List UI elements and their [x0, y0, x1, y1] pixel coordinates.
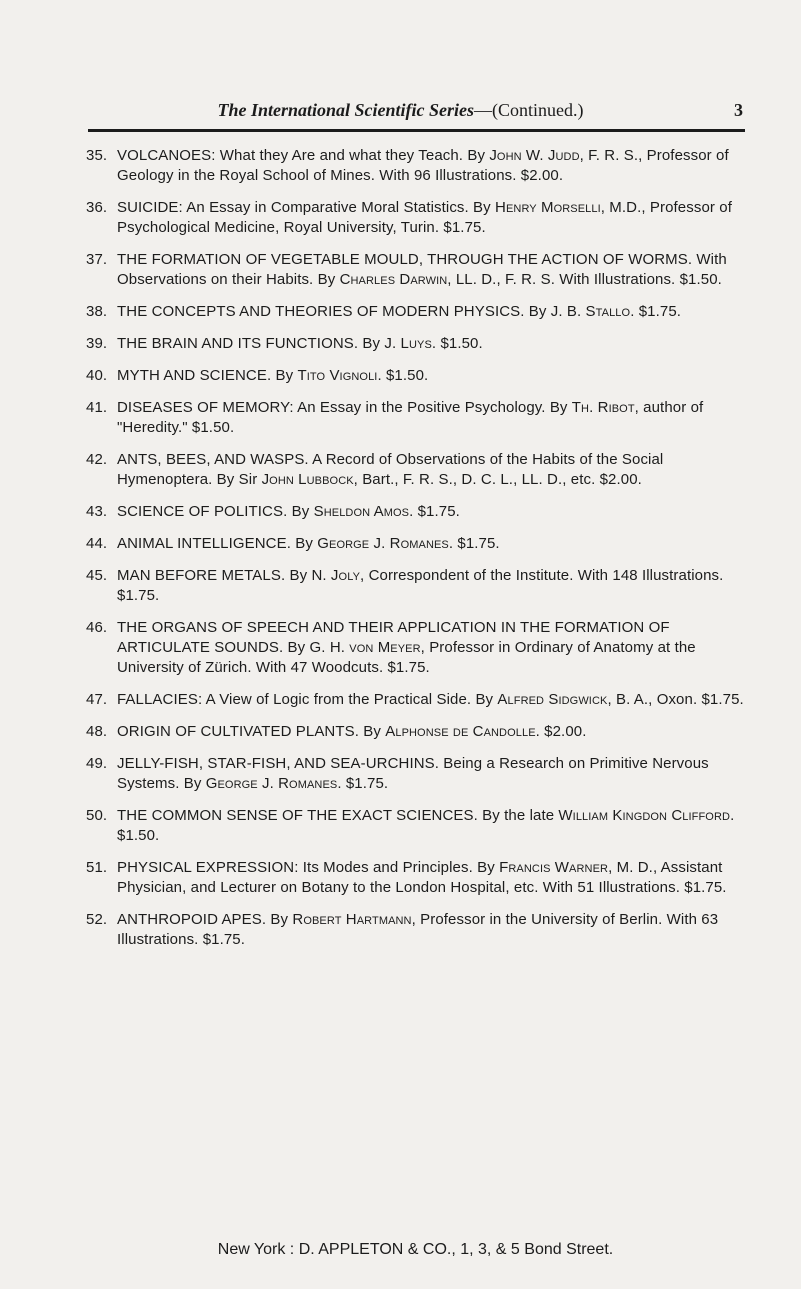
entry-number: 43. — [86, 503, 108, 520]
entry-number: 42. — [86, 451, 108, 468]
entry-title: THE FORMATION OF VEGETABLE MOULD, THROUGH THE ACTION OF WORMS. — [117, 251, 693, 268]
entry-details: , B. A., Oxon. $1.75. — [607, 691, 744, 708]
entry-description: A Record of Observations of the Habits of the Social Hymenoptera. By Sir — [117, 451, 664, 488]
header-rule — [88, 129, 745, 132]
series-entry — [86, 502, 750, 522]
entry-author: John Lubbock — [261, 471, 354, 488]
entry-description: With Observations on their Habits. By — [117, 251, 727, 288]
entry-description: By — [271, 367, 298, 384]
series-entry — [86, 198, 750, 238]
series-entry — [86, 534, 750, 554]
series-entry — [86, 302, 750, 322]
running-title — [88, 99, 713, 121]
entry-number: 38. — [86, 303, 108, 320]
entry-details: . $1.75. — [409, 503, 460, 520]
entry-title: MAN BEFORE METALS. — [117, 567, 286, 584]
entry-author: Alphonse de Candolle — [385, 723, 536, 740]
series-entry — [86, 566, 750, 606]
entry-description: An Essay in Comparative Moral Statistics. By — [182, 199, 496, 216]
entry-number: 35. — [86, 147, 108, 164]
entry-title: ANTHROPOID APES. — [117, 911, 267, 928]
entry-title: ANIMAL INTELLIGENCE. — [117, 535, 291, 552]
entry-author: Robert Hartmann — [292, 911, 412, 928]
entry-title: VOLCANOES: — [117, 147, 216, 164]
entry-description: By — [266, 911, 293, 928]
series-entry — [86, 722, 750, 742]
entry-title: FALLACIES: — [117, 691, 203, 708]
entry-title: THE BRAIN AND ITS FUNCTIONS. — [117, 335, 359, 352]
series-list — [86, 146, 750, 962]
entry-author: J. Luys — [384, 335, 432, 352]
entry-details: , author of "Heredity." $1.50. — [117, 399, 704, 436]
entry-number: 44. — [86, 535, 108, 552]
entry-description: What they Are and what they Teach. By — [215, 147, 490, 164]
entry-author: Tito Vignoli — [297, 367, 378, 384]
entry-author: J. B. Stallo — [550, 303, 631, 320]
entry-title: ORIGIN OF CULTIVATED PLANTS. — [117, 723, 359, 740]
entry-title: THE CONCEPTS AND THEORIES OF MODERN PHYSICS. — [117, 303, 525, 320]
entry-description: An Essay in the Positive Psychology. By — [293, 399, 572, 416]
entry-author: Francis Warner — [499, 859, 609, 876]
entry-author: George J. Romanes — [205, 775, 338, 792]
entry-title: THE COMMON SENSE OF THE EXACT SCIENCES. — [117, 807, 478, 824]
entry-author: N. Joly — [311, 567, 361, 584]
series-entry — [86, 250, 750, 290]
entry-number: 39. — [86, 335, 108, 352]
entry-title: PHYSICAL EXPRESSION: — [117, 859, 299, 876]
entry-description: By — [359, 723, 386, 740]
entry-title: DISEASES OF MEMORY: — [117, 399, 294, 416]
entry-title: JELLY-FISH, STAR-FISH, AND SEA-URCHINS. — [117, 755, 440, 772]
entry-author: Alfred Sidgwick — [497, 691, 608, 708]
entry-number: 51. — [86, 859, 108, 876]
entry-description: By — [283, 639, 310, 656]
series-entry — [86, 334, 750, 354]
entry-details: , Professor in the University of Berlin. With 63 Illustrations. $1.75. — [117, 911, 719, 948]
entry-number: 48. — [86, 723, 108, 740]
entry-author: Sheldon Amos — [313, 503, 410, 520]
entry-number: 46. — [86, 619, 108, 636]
continued-label: —(Continued.) — [474, 100, 584, 120]
entry-details: . $1.50. — [117, 807, 735, 844]
entry-number: 40. — [86, 367, 108, 384]
entry-description: Its Modes and Principles. By — [298, 859, 500, 876]
entry-details: , Bart., F. R. S., D. C. L., LL. D., etc. $2.00. — [353, 471, 642, 488]
series-entry — [86, 806, 750, 846]
entry-description: By — [358, 335, 385, 352]
entry-title: SCIENCE OF POLITICS. — [117, 503, 288, 520]
entry-title: SUICIDE: — [117, 199, 183, 216]
entry-author: William Kingdon Clifford — [558, 807, 731, 824]
entry-details: , Professor in Ordinary of Anatomy at the University of Zürich. With 47 Woodcuts. $1.75. — [117, 639, 696, 676]
entry-number: 41. — [86, 399, 108, 416]
entry-details: , M.D., Professor of Psychological Medicine, Royal University, Turin. $1.75. — [117, 199, 732, 236]
entry-details: , M. D., Assistant Physician, and Lecturer on Botany to the London Hospital, etc. With 51 Illustrations. $1.75. — [117, 859, 727, 896]
entry-details: , LL. D., F. R. S. With Illustrations. $1.50. — [447, 271, 722, 288]
entry-details: . $2.00. — [535, 723, 587, 740]
entry-author: G. H. von Meyer — [309, 639, 421, 656]
entry-description: Being a Research on Primitive Nervous Systems. By — [117, 755, 709, 792]
series-entry — [86, 690, 750, 710]
series-entry — [86, 910, 750, 950]
entry-details: . $1.75. — [630, 303, 682, 320]
entry-description: By — [287, 503, 314, 520]
entry-number: 37. — [86, 251, 108, 268]
page-number: 3 — [734, 100, 743, 120]
entry-number: 36. — [86, 199, 108, 216]
entry-details: . $1.75. — [448, 535, 500, 552]
entry-number: 52. — [86, 911, 108, 928]
entry-number: 45. — [86, 567, 108, 584]
entry-author: Th. Ribot — [571, 399, 635, 416]
entry-description: By — [524, 303, 551, 320]
entry-details: , F. R. S., Professor of Geology in the Royal School of Mines. With 96 Illustrations. $2.00. — [117, 147, 729, 184]
entry-title: ANTS, BEES, AND WASPS. — [117, 451, 309, 468]
series-entry — [86, 450, 750, 490]
entry-author: John W. Judd — [489, 147, 580, 164]
series-entry — [86, 366, 750, 386]
series-title: The International Scientific Series — [217, 100, 475, 120]
entry-details: , Correspondent of the Institute. With 148 Illustrations. $1.75. — [117, 567, 724, 604]
entry-description: By the late — [477, 807, 559, 824]
series-entry — [86, 858, 750, 898]
entry-details: . $1.75. — [337, 775, 389, 792]
entry-number: 49. — [86, 755, 108, 772]
page-header — [88, 99, 743, 125]
entry-details: . $1.50. — [431, 335, 483, 352]
series-entry — [86, 146, 750, 186]
series-entry — [86, 618, 750, 678]
entry-description: By — [285, 567, 312, 584]
entry-details: . $1.50. — [377, 367, 429, 384]
entry-author: Henry Morselli — [495, 199, 601, 216]
entry-title: THE ORGANS OF SPEECH AND THEIR APPLICATION IN THE FORMATION OF ARTICULATE SOUNDS. — [117, 619, 670, 656]
entry-number: 50. — [86, 807, 108, 824]
entry-title: MYTH AND SCIENCE. — [117, 367, 272, 384]
series-entry — [86, 754, 750, 794]
entry-author: George J. Romanes — [317, 535, 449, 552]
entry-number: 47. — [86, 691, 108, 708]
series-entry — [86, 398, 750, 438]
entry-author: Charles Darwin — [339, 271, 448, 288]
publisher-imprint: New York : D. APPLETON & CO., 1, 3, & 5 Bond Street. — [217, 1241, 614, 1258]
entry-description: A View of Logic from the Practical Side. By — [202, 691, 498, 708]
entry-description: By — [291, 535, 318, 552]
